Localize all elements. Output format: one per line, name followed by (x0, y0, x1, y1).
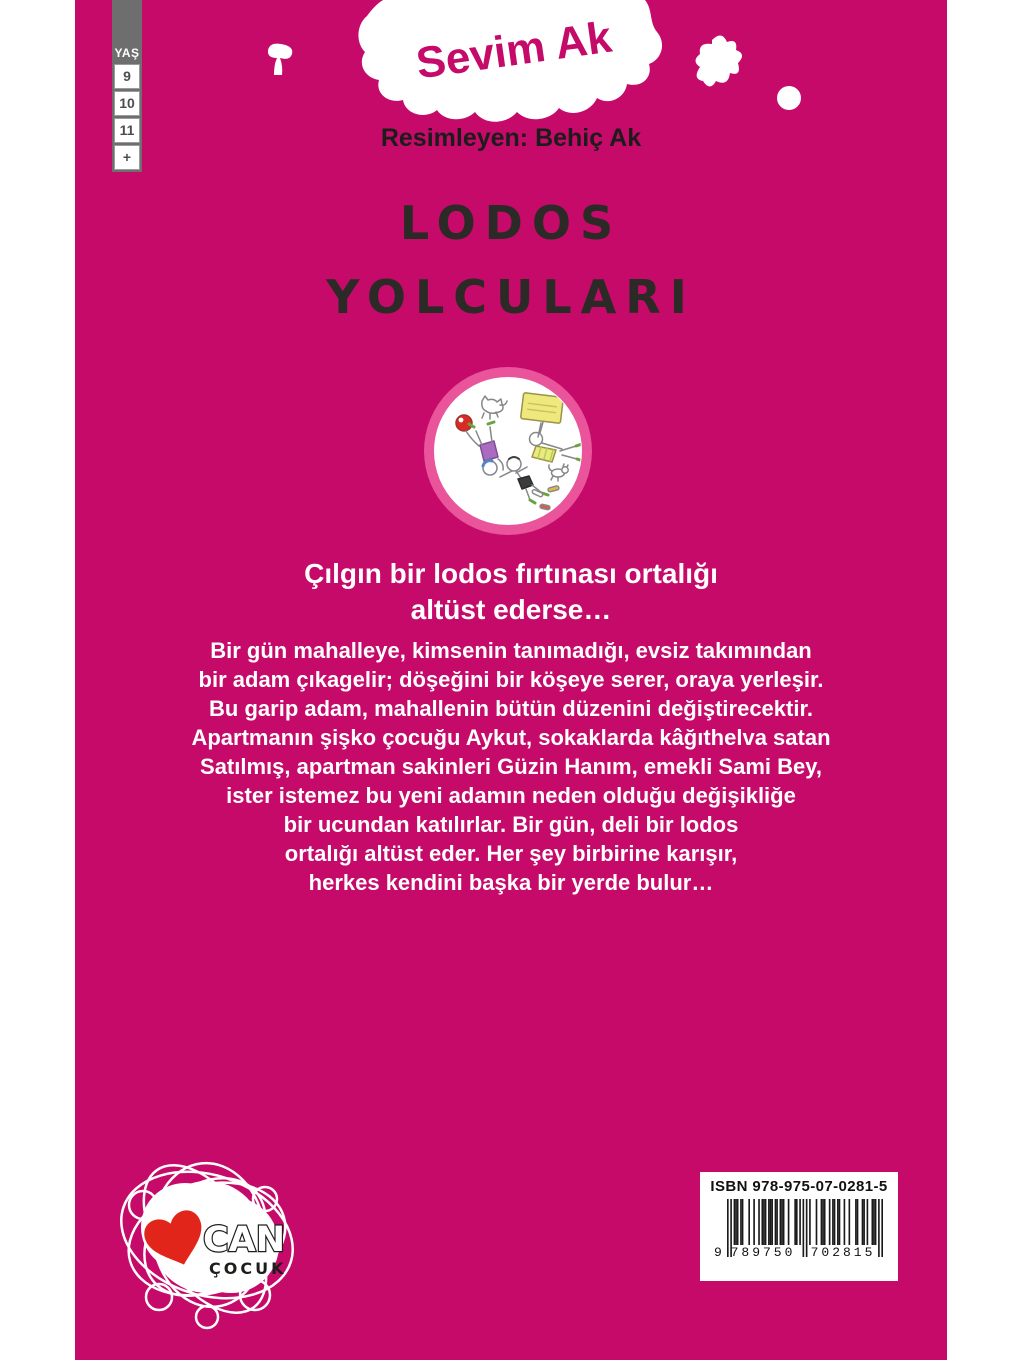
age-strip-bar (114, 0, 140, 44)
age-box-11: 11 (114, 118, 140, 143)
illustrator-credit: Resimleyen: Behiç Ak (380, 124, 642, 152)
age-box-10: 10 (114, 91, 140, 116)
synopsis-line: Satılmış, apartman sakinleri Güzin Hanım, emekli Sami Bey, (200, 754, 822, 779)
tagline-line1: Çılgın bir lodos fırtınası ortalığı (304, 558, 718, 589)
book-title (75, 186, 947, 334)
synopsis-line: bir ucundan katılırlar. Bir gün, deli bir lodos (283, 812, 739, 837)
barcode-digits-right: 702815 (810, 1245, 876, 1260)
synopsis-line: bir adam çıkagelir; döşeğini bir köşeye serer, oraya yerleşir. (198, 667, 824, 692)
synopsis (75, 636, 947, 897)
cover-illustration (424, 367, 592, 535)
book-title-line2: YOLCULARI (326, 270, 696, 324)
barcode-digit-first: 9 (714, 1245, 722, 1260)
tagline-line2: altüst ederse… (410, 594, 612, 625)
synopsis-line: ister istemez bu yeni adamın neden olduğu değişikliğe (226, 783, 796, 808)
publisher-logo (115, 1147, 300, 1332)
book-title-line1: LODOS (399, 196, 623, 250)
isbn-barcode-panel (700, 1172, 898, 1281)
tagline (75, 556, 947, 628)
can-cocuk-logo-icon (115, 1147, 300, 1332)
publisher-name-bottom: ÇOCUK (209, 1259, 287, 1278)
flying-people-illustration-icon (424, 367, 592, 535)
synopsis-line: herkes kendini başka bir yerde bulur… (308, 870, 714, 895)
author-cloud (353, 0, 675, 132)
paint-blob-icon (262, 42, 302, 76)
dot-blob-icon (777, 86, 801, 110)
synopsis-line: ortalığı altüst eder. Her şey birbirine karışır, (284, 841, 738, 866)
age-box-plus: + (114, 145, 140, 170)
splash-blob-icon (690, 34, 742, 92)
ean13-barcode (714, 1199, 884, 1275)
synopsis-line: Bir gün mahalleye, kimsenin tanımadığı, evsiz takımından (210, 638, 812, 663)
barcode-digits-left: 789750 (730, 1245, 796, 1260)
author-name: Sevim Ak (413, 12, 615, 89)
synopsis-line: Bu garip adam, mahallenin bütün düzenini değiştirecektir. (209, 696, 813, 721)
isbn-number: ISBN 978-975-07-0281-5 (710, 1178, 888, 1195)
barcode-digits (714, 1245, 884, 1260)
publisher-name-top: CAN (203, 1220, 286, 1260)
age-box-9: 9 (114, 64, 140, 89)
book-back-cover (75, 0, 947, 1360)
synopsis-line: Apartmanın şişko çocuğu Aykut, sokaklarda kâğıthelva satan (191, 725, 831, 750)
age-label: YAŞ (114, 46, 140, 60)
